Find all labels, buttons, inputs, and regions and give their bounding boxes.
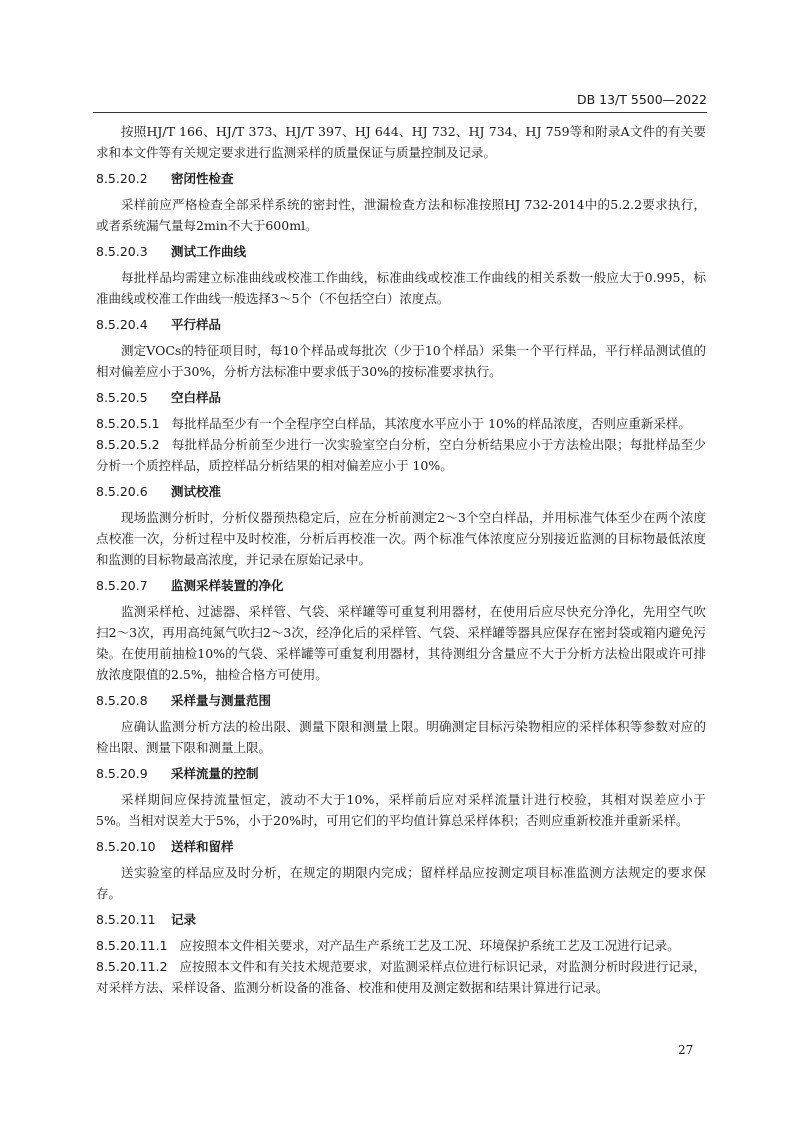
subclause-number: 8.5.20.11.2	[96, 959, 168, 974]
body-paragraph: 监测采样枪、过滤器、采样管、气袋、采样罐等可重复利用器材，在使用后应尽快充分净化，先用空气吹扫2～3次，再用高纯氮气吹扫2～3次，经净化后的采样管、气袋、采样罐等器具应保存在密封袋或箱内避免污染。在使用前抽检10%的气袋、采样罐等可重复利用器材，其待测组分含量应不大于分析方法检出限或许可排放浓度限值的2.5%，抽检合格方可使用。	[96, 604, 706, 682]
page-number: 27	[678, 1043, 694, 1057]
section-number: 8.5.20.8	[96, 693, 148, 708]
document-header: DB 13/T 5500—2022	[576, 92, 707, 107]
body-paragraph: 按照HJ/T 166、HJ/T 373、HJ/T 397、HJ 644、HJ 732、HJ 734、HJ 759等和附录A文件的有关要求和本文件等有关规定要求进行监测采样的质量保证与质量控制及记录。	[96, 124, 706, 160]
subclause-text: 每批样品分析前至少进行一次实验室空白分析，空白分析结果应小于方法检出限；每批样品至少分析一个质控样品，质控样品分析结果的相对偏差应小于 10%。	[96, 437, 706, 473]
section-number: 8.5.20.6	[96, 484, 148, 499]
section-number: 8.5.20.11	[96, 912, 156, 927]
subclause-paragraph	[96, 956, 706, 998]
section-title: 采样量与测量范围	[171, 693, 272, 708]
section-heading	[96, 168, 706, 189]
subclause-paragraph	[96, 434, 706, 476]
subclause-text: 应按照本文件相关要求，对产品生产系统工艺及工况、环境保护系统工艺及工况进行记录。	[179, 938, 680, 953]
section-title: 测试校准	[171, 484, 222, 499]
section-heading	[96, 241, 706, 262]
document-body	[96, 121, 706, 998]
section-number: 8.5.20.4	[96, 317, 148, 332]
section-heading	[96, 314, 706, 335]
subclause-paragraph	[96, 935, 706, 956]
section-heading	[96, 836, 706, 857]
section-number: 8.5.20.5	[96, 390, 148, 405]
section-number: 8.5.20.2	[96, 171, 148, 186]
section-heading	[96, 481, 706, 502]
section-title: 空白样品	[171, 390, 222, 405]
section-number: 8.5.20.3	[96, 244, 148, 259]
section-title: 密闭性检查	[171, 171, 234, 186]
body-paragraph: 测定VOCs的特征项目时，每10个样品或每批次（少于10个样品）采集一个平行样品，平行样品测试值的相对偏差应小于30%，分析方法标准中要求低于30%的按标准要求执行。	[96, 343, 706, 379]
subclause-text: 应按照本文件和有关技术规范要求，对监测采样点位进行标识记录，对监测分析时段进行记录，对采样方法、采样设备、监测分析设备的准备、校准和使用及测定数据和结果计算进行记录。	[96, 959, 706, 995]
subclause-paragraph	[96, 413, 706, 434]
body-paragraph: 采样前应严格检查全部采样系统的密封性，泄漏检查方法和标准按照HJ 732-2014中的5.2.2要求执行，或者系统漏气量每2min不大于600ml。	[96, 197, 706, 233]
section-heading	[96, 690, 706, 711]
body-paragraph: 应确认监测分析方法的检出限、测量下限和测量上限。明确测定目标污染物相应的采样体积等参数对应的检出限、测量下限和测量上限。	[96, 719, 706, 755]
subclause-number: 8.5.20.5.2	[96, 437, 160, 452]
body-paragraph: 送实验室的样品应及时分析，在规定的期限内完成；留样样品应按测定项目标准监测方法规定的要求保存。	[96, 865, 706, 901]
body-paragraph: 采样期间应保持流量恒定，波动不大于10%，采样前后应对采样流量计进行校验，其相对误差应小于5%。当相对误差大于5%，小于20%时，可用它们的平均值计算总采样体积；否则应重新校准并重新采样。	[96, 792, 706, 828]
section-heading	[96, 763, 706, 784]
section-title: 记录	[171, 912, 197, 927]
section-heading	[96, 575, 706, 596]
section-title: 平行样品	[171, 317, 222, 332]
section-title: 监测采样装置的净化	[171, 578, 284, 593]
body-paragraph: 每批样品均需建立标准曲线或校准工作曲线，标准曲线或校准工作曲线的相关系数一般应大于0.995，标准曲线或校准工作曲线一般选择3～5个（不包括空白）浓度点。	[96, 270, 706, 306]
section-title: 测试工作曲线	[171, 244, 247, 259]
section-heading	[96, 909, 706, 930]
section-title: 采样流量的控制	[171, 766, 259, 781]
subclause-number: 8.5.20.5.1	[96, 416, 160, 431]
body-paragraph: 现场监测分析时，分析仪器预热稳定后，应在分析前测定2～3个空白样品，并用标准气体至少在两个浓度点校准一次，分析过程中及时校准，分析后再校准一次。两个标准气体浓度应分别接近监测的目标物最低浓度和监测的目标物最高浓度，并记录在原始记录中。	[96, 510, 706, 567]
header-rule	[93, 112, 707, 113]
section-number: 8.5.20.9	[96, 766, 148, 781]
subclause-text: 每批样品至少有一个全程序空白样品，其浓度水平应小于 10%的样品浓度，否则应重新采样。	[171, 416, 691, 431]
section-number: 8.5.20.10	[96, 839, 156, 854]
subclause-number: 8.5.20.11.1	[96, 938, 168, 953]
section-number: 8.5.20.7	[96, 578, 148, 593]
section-heading	[96, 387, 706, 408]
section-title: 送样和留样	[171, 839, 234, 854]
